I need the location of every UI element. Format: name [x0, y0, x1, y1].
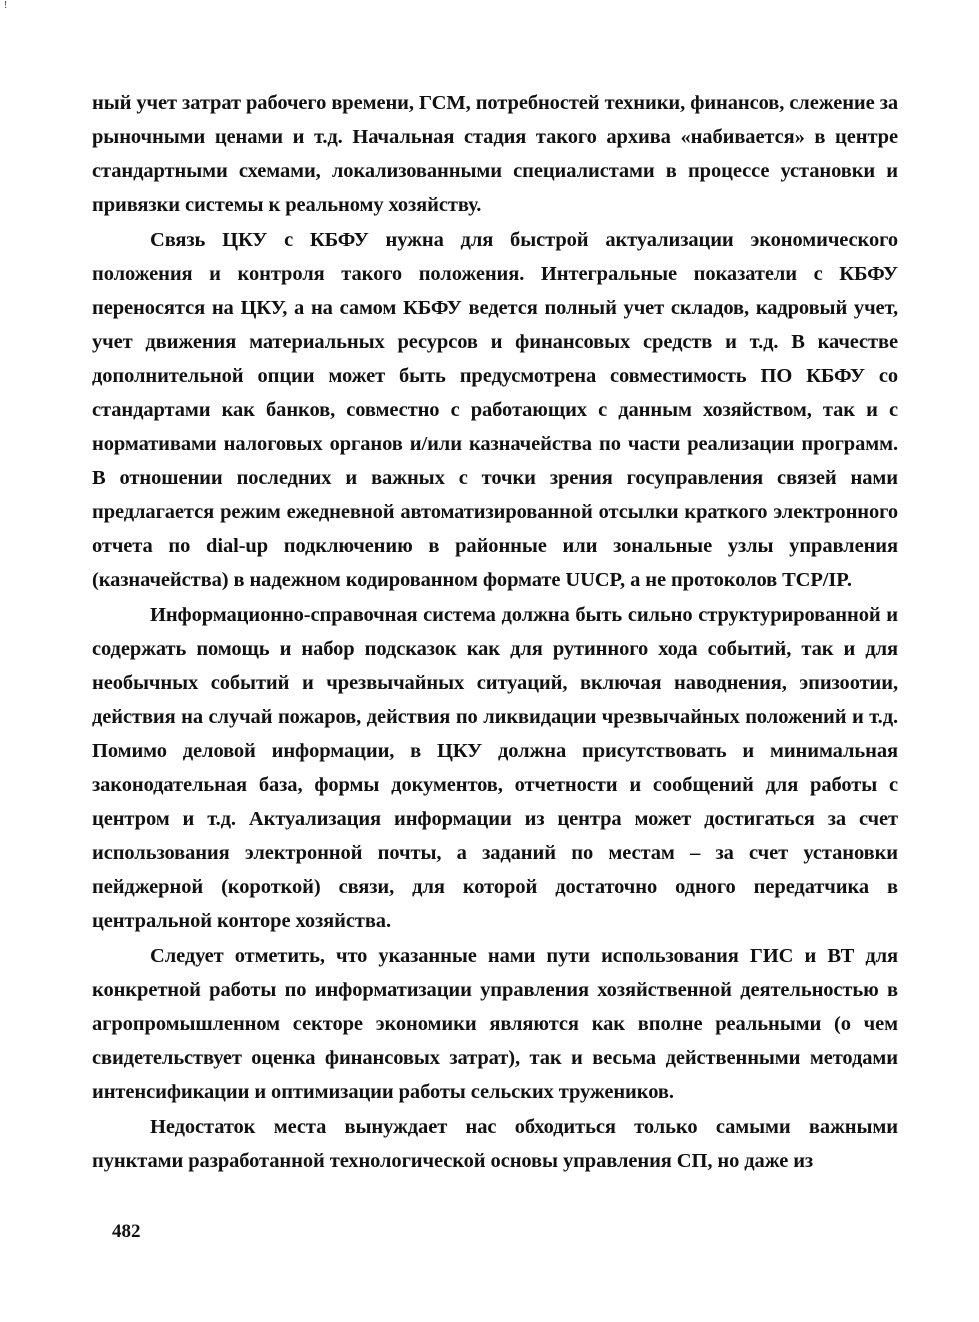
- paragraph: Связь ЦКУ с КБФУ нужна для быстрой актуализации экономического положения и контроля такого положения. Интегральные показатели с КБФУ переносятся на ЦКУ, а на самом КБФУ ведется полный учет складов, кадровый учет, учет движения материальных ресурсов и финансовых средств и т.д. В качестве дополнительной опции может быть предусмотрена совместимость ПО КБФУ со стандартами как банков, совместно с работающих с данным хозяйством, так и с нормативами налоговых органов и/или казначейства по части реализации программ. В отношении последних и важных с точки зрения госуправления связей нами предлагается режим ежедневной автоматизированной отсылки краткого электронного отчета по dial-up подключению в районные или зональные узлы управления (казначейства) в надежном кодированном формате UUCP, а не протоколов TCP/IP.: [92, 229, 898, 591]
- paragraph: Следует отметить, что указанные нами пути использования ГИС и ВТ для конкретной работы по информатизации управления хозяйственной деятельностью в агропромышленном секторе экономики являются как вполне реальными (о чем свидетельствует оценка финансовых затрат), так и весьма действенными методами интенсификации и оптимизации работы сельских тружеников.: [92, 945, 898, 1103]
- paragraph: Недостаток места вынуждает нас обходиться только самыми важными пунктами разработанной технологической основы управления СП, но даже из: [92, 1116, 898, 1172]
- page-number: 482: [112, 1221, 141, 1242]
- corner-mark: !: [4, 0, 8, 11]
- body-text: [92, 86, 898, 1179]
- paragraph: Информационно-справочная система должна быть сильно структурированной и содержать помощь и набор подсказок как для рутинного хода событий, так и для необычных событий и чрезвычайных ситуаций, включая наводнения, эпизоотии, действия на случай пожаров, действия по ликвидации чрезвычайных положений и т.д. Помимо деловой информации, в ЦКУ должна присутствовать и минимальная законодательная база, формы документов, отчетности и сообщений для работы с центром и т.д. Актуализация информации из центра может достигаться за счет использования электронной почты, а заданий по местам – за счет установки пейджерной (короткой) связи, для которой достаточно одного передатчика в центральной конторе хозяйства.: [92, 604, 898, 932]
- paragraph-continuation: ный учет затрат рабочего времени, ГСМ, потребностей техники, финансов, слежение за рыночными ценами и т.д. Начальная стадия такого архива «набивается» в центре стандартными схемами, локализованными специалистами в процессе установки и привязки системы к реальному хозяйству.: [92, 92, 898, 216]
